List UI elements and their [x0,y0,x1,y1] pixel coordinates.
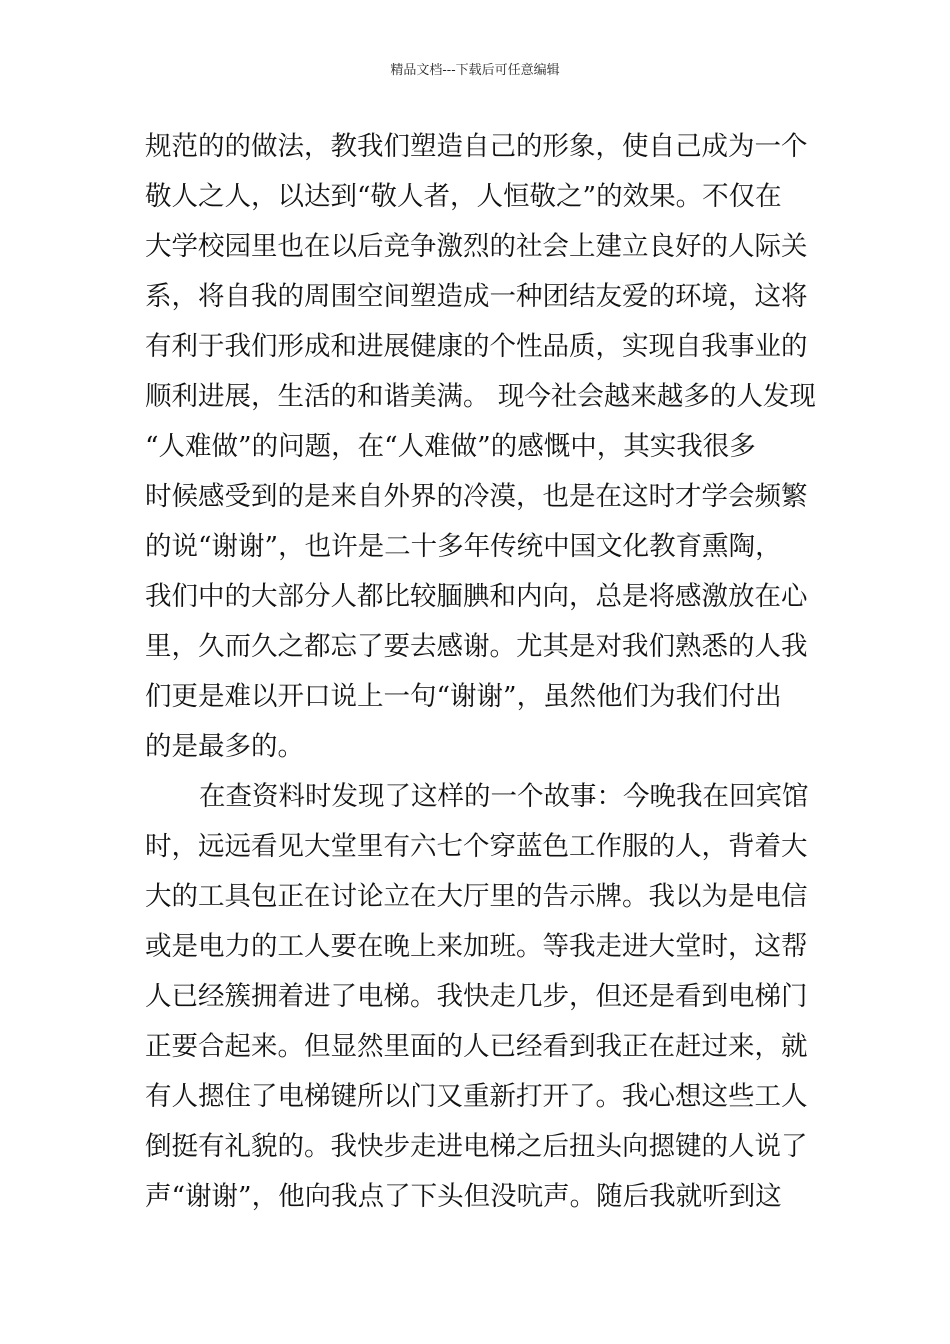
document-body [145,122,825,1222]
text-line: 敬人之人，以达到“敬人者，人恒敬之”的效果。不仅在 [145,181,782,212]
text-line: 声“谢谢”，他向我点了下头但没吭声。随后我就听到这 [145,1181,782,1212]
text-line: 系，将自我的周围空间塑造成一种团结友爱的环境，这将 [145,281,808,312]
text-line: 有人摁住了电梯键所以门又重新打开了。我心想这些工人 [145,1081,808,1112]
text-line: 我们中的大部分人都比较腼腆和内向，总是将感激放在心 [145,581,808,612]
text-line: 时候感受到的是来自外界的冷漠，也是在这时才学会频繁 [145,481,808,512]
text-line: 或是电力的工人要在晚上来加班。等我走进大堂时，这帮 [145,931,808,962]
text-line: 倒挺有礼貌的。我快步走进电梯之后扭头向摁键的人说了 [145,1131,808,1162]
paragraph [145,772,825,1222]
text-line: “人难做”的问题，在“人难做”的感慨中，其实我很多 [145,431,756,462]
text-line: 们更是难以开口说上一句“谢谢”，虽然他们为我们付出 [145,681,782,712]
text-line: 的说“谢谢”，也许是二十多年传统中国文化教育熏陶， [145,531,782,562]
text-line: 正要合起来。但显然里面的人已经看到我正在赶过来，就 [145,1031,808,1062]
text-line: 时，远远看见大堂里有六七个穿蓝色工作服的人，背着大 [145,831,808,862]
text-line: 大学校园里也在以后竞争激烈的社会上建立良好的人际关 [145,231,808,262]
text-line: 有利于我们形成和进展健康的个性品质，实现自我事业的 [145,331,808,362]
text-line: 规范的的做法，教我们塑造自己的形象，使自己成为一个 [145,131,808,162]
page-header: 精品文档---下载后可任意编辑 [390,63,560,78]
text-line: 大的工具包正在讨论立在大厅里的告示牌。我以为是电信 [145,881,808,912]
text-line: 里，久而久之都忘了要去感谢。尤其是对我们熟悉的人我 [145,631,808,662]
text-line: 在查资料时发现了这样的一个故事：今晚我在回宾馆 [199,781,809,812]
text-line: 的是最多的。 [145,731,304,762]
paragraph [145,122,825,772]
text-line: 人已经簇拥着进了电梯。我快走几步，但还是看到电梯门 [145,981,808,1012]
text-line: 顺利进展，生活的和谐美满。 现今社会越来越多的人发现 [145,381,816,412]
